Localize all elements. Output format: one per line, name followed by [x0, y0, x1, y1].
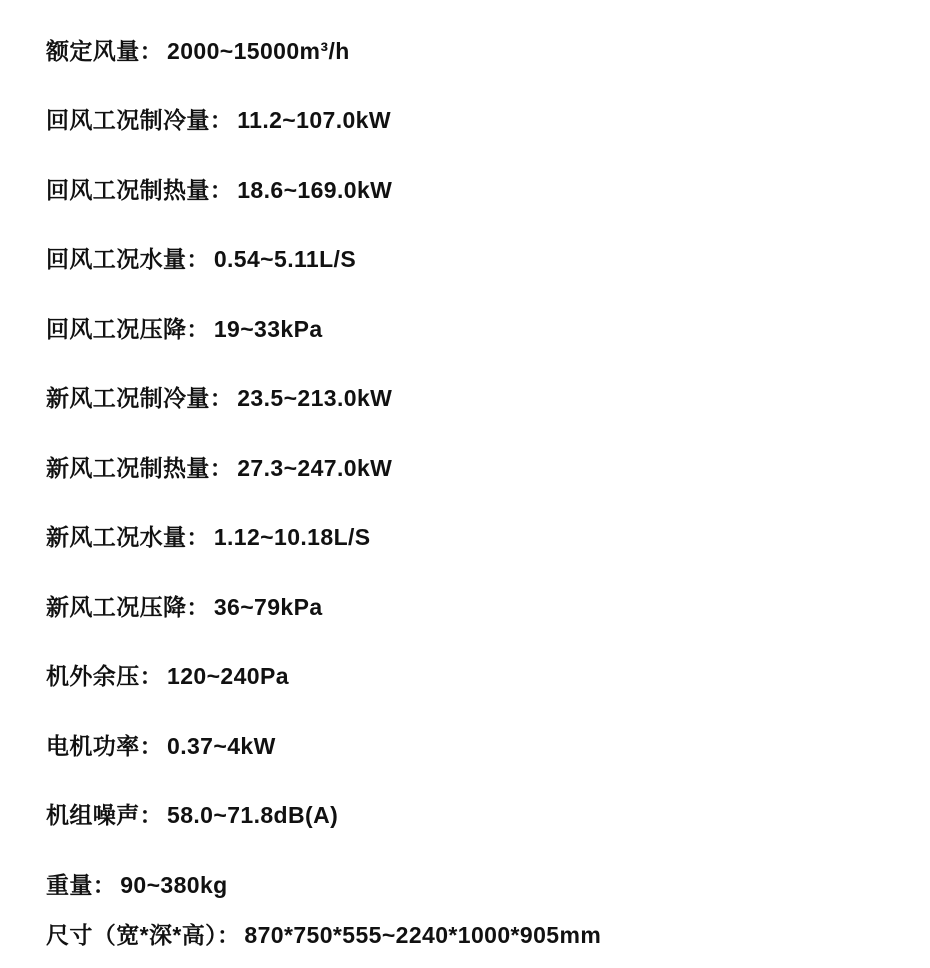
spec-row-dimensions — [46, 920, 930, 950]
spec-label: 新风工况制热量： — [46, 454, 234, 481]
spec-value: 18.6~169.0kW — [237, 176, 393, 203]
spec-label: 新风工况水量： — [46, 524, 210, 551]
spec-value: 36~79kPa — [213, 593, 323, 620]
spec-value: 58.0~71.8dB(A) — [167, 802, 339, 829]
spec-value: 1.12~10.18L/S — [213, 524, 371, 551]
spec-value: 23.5~213.0kW — [237, 385, 393, 412]
spec-label: 重量： — [46, 871, 117, 898]
spec-label: 电机功率： — [46, 732, 163, 759]
spec-label: 回风工况水量： — [46, 246, 210, 273]
spec-label: 回风工况压降： — [46, 315, 210, 342]
specification-list — [46, 16, 930, 950]
spec-row-return-air-water-flow — [46, 225, 930, 295]
spec-value: 27.3~247.0kW — [237, 454, 393, 481]
spec-label: 额定风量： — [46, 37, 163, 64]
spec-row-return-air-pressure-drop — [46, 294, 930, 364]
spec-label: 尺寸（宽*深*高）： — [46, 921, 241, 948]
spec-value: 0.37~4kW — [167, 732, 276, 759]
spec-row-unit-noise — [46, 781, 930, 851]
spec-value: 120~240Pa — [167, 663, 289, 690]
spec-label: 机组噪声： — [46, 802, 163, 829]
spec-row-return-air-heating-capacity — [46, 155, 930, 225]
spec-value: 19~33kPa — [213, 315, 323, 342]
spec-label: 新风工况压降： — [46, 593, 210, 620]
clipped-top-line — [46, 0, 930, 16]
spec-value: 2000~15000m³/h — [167, 37, 350, 64]
spec-row-external-static-pressure — [46, 642, 930, 712]
spec-label: 回风工况制冷量： — [46, 107, 234, 134]
spec-row-fresh-air-cooling-capacity — [46, 364, 930, 434]
spec-label: 新风工况制冷量： — [46, 385, 234, 412]
spec-row-fresh-air-heating-capacity — [46, 433, 930, 503]
spec-label: 回风工况制热量： — [46, 176, 234, 203]
spec-label: 机外余压： — [46, 663, 163, 690]
spec-row-rated-airflow — [46, 16, 930, 86]
spec-row-fresh-air-water-flow — [46, 503, 930, 573]
spec-row-return-air-cooling-capacity — [46, 86, 930, 156]
spec-value: 90~380kg — [120, 871, 228, 898]
spec-value: 870*750*555~2240*1000*905mm — [244, 921, 602, 948]
spec-row-fresh-air-pressure-drop — [46, 572, 930, 642]
spec-row-weight — [46, 850, 930, 920]
spec-value: 0.54~5.11L/S — [213, 246, 357, 273]
spec-row-motor-power — [46, 711, 930, 781]
spec-value: 11.2~107.0kW — [237, 107, 391, 134]
